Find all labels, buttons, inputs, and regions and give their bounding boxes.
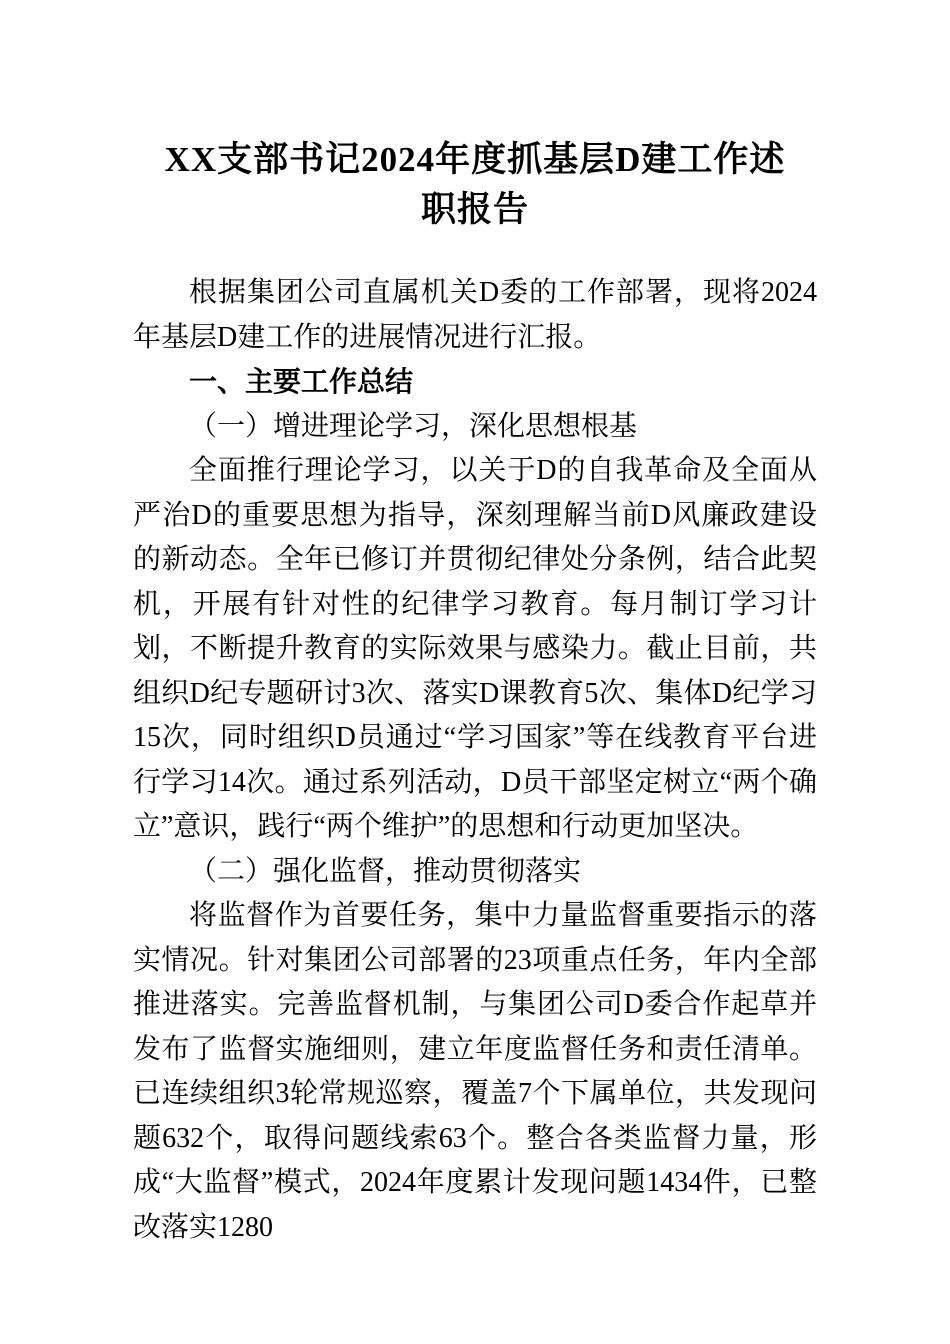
doc-title [133,135,817,235]
intro-paragraph: 根据集团公司直属机关D委的工作部署，现将2024年基层D建工作的进展情况进行汇报。 [133,277,817,353]
body-paragraph-strengthen-supervision: 将监督作为首要任务，集中力量监督重要指示的落实情况。针对集团公司部署的23项重点任务，年内全部推进落实。完善监督机制，与集团公司D委合作起草并发布了监督实施细则，建立年度监督任务和责任清单。已连续组织3轮常规巡察，覆盖7个下属单位，共发现问题632个，取得问题线索63个。整合各类监督力量，形成“大监督”模式，2024年度累计发现问题1434件，已整改落实1280 [133,900,817,1243]
subsection-heading-strengthen-supervision: （二）强化监督，推动贯彻落实 [189,855,582,887]
body-paragraph-theory-study: 全面推行理论学习，以关于D的自我革命及全面从严治D的重要思想为指导，深刻理解当前D风廉政建设的新动态。全年已修订并贯彻纪律处分条例，结合此契机，开展有针对性的纪律学习教育。每月制订学习计划，不断提升教育的实际效果与感染力。截止目前，共组织D纪专题研讨3次、落实D课教育5次、集体D纪学习15次，同时组织D员通过“学习国家”等在线教育平台进行学习14次。通过系列活动，D员干部坚定树立“两个确立”意识，践行“两个维护”的思想和行动更加坚决。 [133,455,817,843]
doc-title-line-2: 职报告 [420,190,529,230]
subsection-heading-theory-study: （一）增进理论学习，深化思想根基 [189,410,638,442]
doc-title-line-1: XX支部书记2024年度抓基层D建工作述 [164,140,786,180]
section-heading-main-work-summary: 一、主要工作总结 [189,366,414,398]
